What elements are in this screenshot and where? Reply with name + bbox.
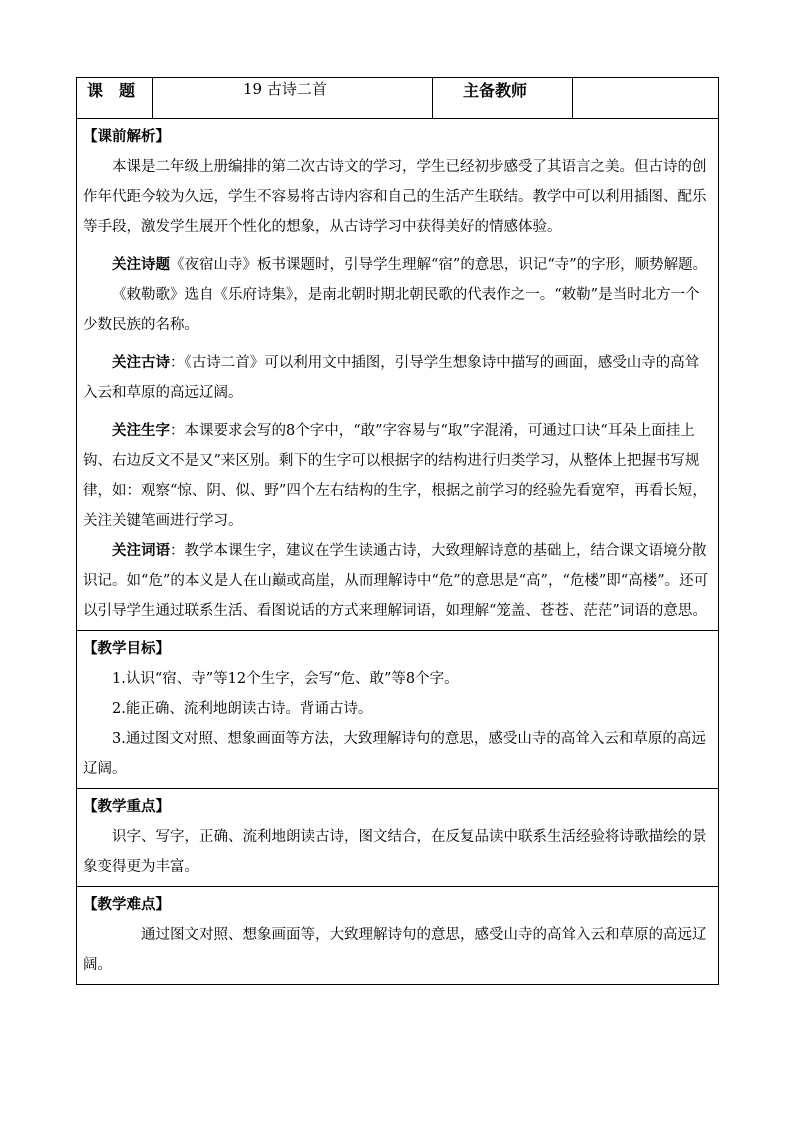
key-points-section <box>77 789 719 887</box>
focus-chars-paragraph <box>83 416 712 536</box>
analysis-intro: 本课是二年级上册编排的第二次古诗文的学习，学生已经初步感受了其语言之美。但古诗的创作年代距今较为久远，学生不容易将古诗内容和自己的生活产生联结。教学中可以利用插图、配乐等手段，激发学生展开个性化的想象，从古诗学习中获得美好的情感体验。 <box>83 159 707 235</box>
objective-item: 1.认识“宿、寺”等12个生字，会写“危、敢”等8个字。 <box>112 671 459 687</box>
focus-poem-text: ：《古诗二首》可以利用文中插图，引导学生想象诗中描写的画面，感受山寺的高耸入云和草原的高远辽阔。 <box>83 355 700 401</box>
objective-item: 2.能正确、流利地朗读古诗。背诵古诗。 <box>112 701 373 717</box>
subject-label: 课 题 <box>77 78 153 119</box>
difficulties-row <box>77 887 719 985</box>
analysis-row <box>77 119 719 631</box>
objective-item: 3.通过图文对照、想象画面等方法，大致理解诗句的意思，感受山寺的高耸入云和草原的高远辽阔。 <box>83 731 706 777</box>
focus-chars-text: ：本课要求会写的8个字中，“敢”字容易与“取”字混淆，可通过口诀“耳朵上面挂上钩、右边反文不是又”来区别。剩下的生字可以根据字的结构进行归类学习，从整体上把握书写规律，如：观察“惊、阴、似、野”四个左右结构的生字，根据之前学习的经验先看宽窄，再看长短，关注关键笔画进行学习。 <box>83 423 707 529</box>
analysis-section <box>77 119 719 631</box>
focus-poem-paragraph <box>83 348 712 408</box>
focus-title-text-1: 《夜宿山寺》板书课题时，引导学生理解“宿”的意思，识记“寺”的字形，顺势解题。 <box>170 257 708 273</box>
objectives-heading: 【教学目标】 <box>83 641 170 657</box>
difficulties-section <box>77 887 719 985</box>
focus-title-text-2: 《敕勒歌》选自《乐府诗集》，是南北朝时期北朝民歌的代表作之一。“敕勒”是当时北方一个少数民族的名称。 <box>83 287 700 333</box>
difficulties-text: 通过图文对照、想象画面等，大致理解诗句的意思，感受山寺的高耸入云和草原的高远辽阔。 <box>83 927 707 973</box>
focus-poem-label: 关注古诗 <box>112 355 170 371</box>
key-points-heading: 【教学重点】 <box>83 799 170 815</box>
focus-chars-label: 关注生字 <box>112 423 170 439</box>
objectives-section <box>77 631 719 789</box>
teacher-value <box>573 78 719 119</box>
teacher-label: 主备教师 <box>433 78 573 119</box>
header-row <box>77 78 719 119</box>
key-points-row <box>77 789 719 887</box>
focus-words-label: 关注词语 <box>112 543 170 559</box>
key-points-text: 识字、写字，正确、流利地朗读古诗，图文结合，在反复品读中联系生活经验将诗歌描绘的景象变得更为丰富。 <box>83 829 707 875</box>
objectives-row <box>77 631 719 789</box>
difficulties-heading: 【教学难点】 <box>83 897 170 913</box>
analysis-heading: 【课前解析】 <box>83 129 170 145</box>
lesson-title: 19 古诗二首 <box>153 78 433 119</box>
focus-words-paragraph <box>83 536 712 626</box>
focus-title-label: 关注诗题 <box>112 257 170 273</box>
focus-title-paragraph <box>83 250 712 280</box>
lesson-plan-table <box>76 77 719 985</box>
focus-words-text: ：教学本课生字，建议在学生读通古诗，大致理解诗意的基础上，结合课文语境分散识记。如“危”的本义是人在山巅或高崖，从而理解诗中“危”的意思是“高”，“危楼”即“高楼”。还可以引导学生通过联系生活、看图说话的方式来理解词语，如理解“笼盖、苍苍、茫茫”词语的意思。 <box>83 543 709 619</box>
